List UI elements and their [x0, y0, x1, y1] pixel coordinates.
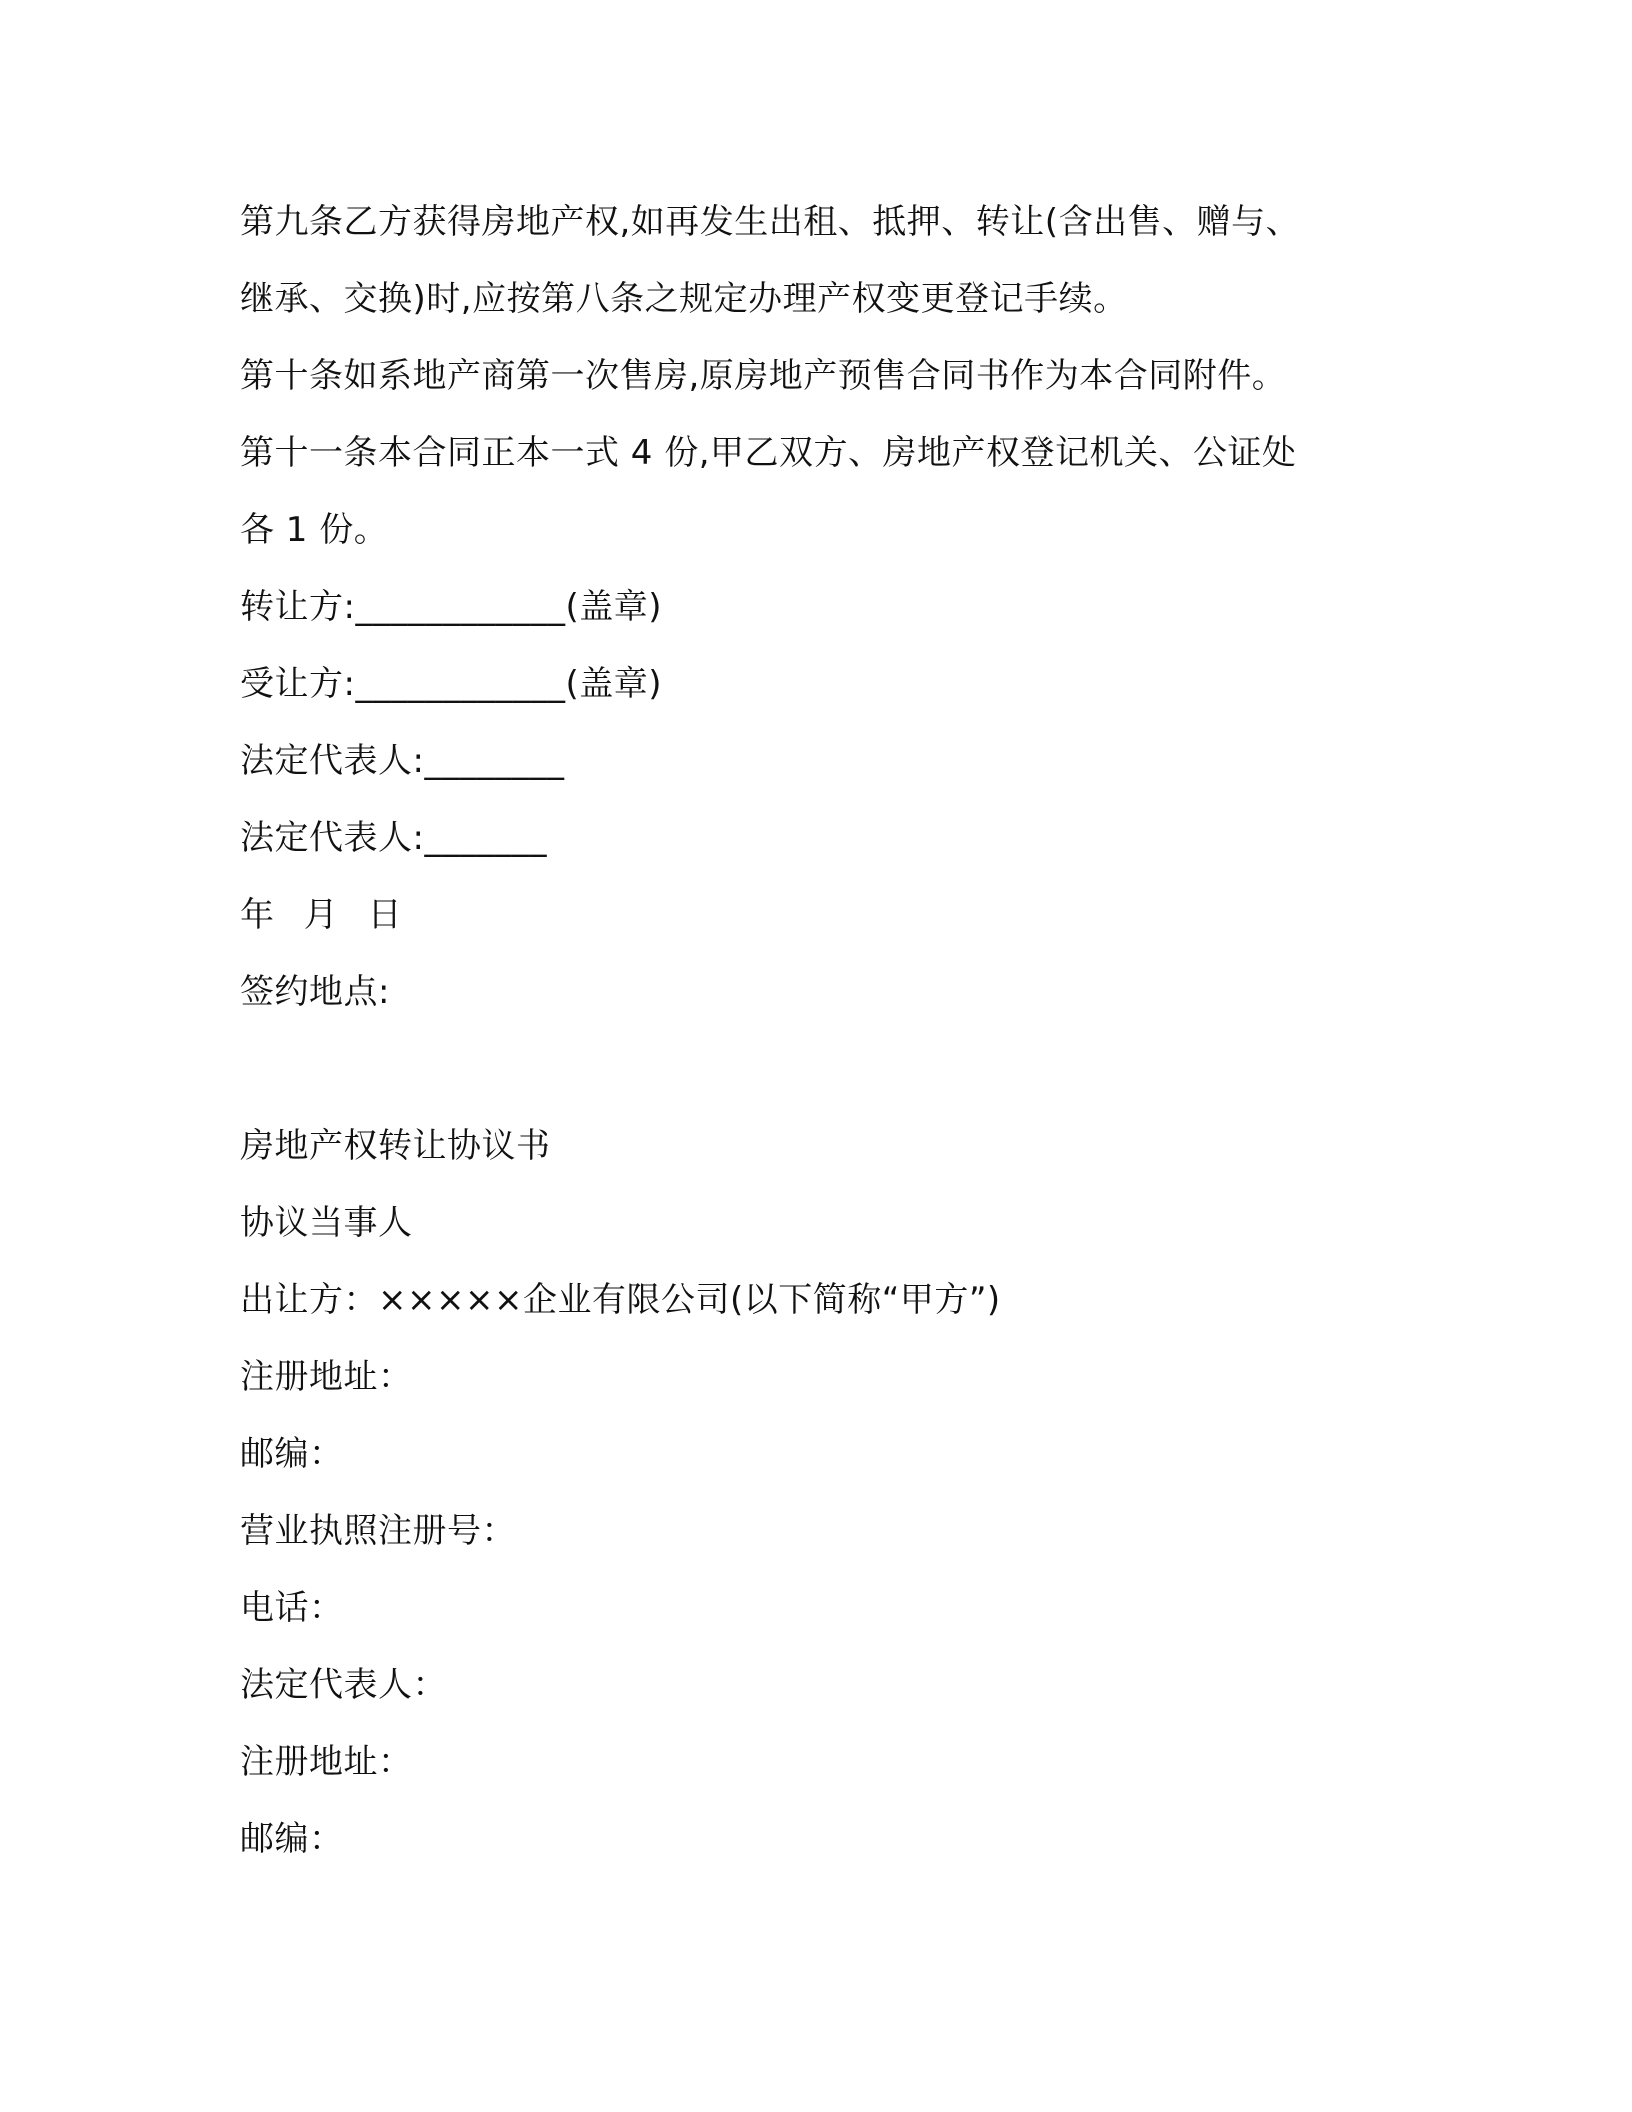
article-11-line-2: 各 1 份。: [240, 510, 389, 550]
date-line: 年 月 日: [240, 895, 403, 935]
document-body: [240, 184, 1400, 1878]
registered-address-line-2: 注册地址：: [240, 1742, 413, 1782]
registered-address-line-1: 注册地址：: [240, 1357, 413, 1397]
section-spacer: [240, 1031, 1400, 1108]
phone-line: 电话：: [240, 1588, 344, 1628]
postcode-line-2: 邮编：: [240, 1819, 344, 1859]
article-10: 第十条如系地产商第一次售房,原房地产预售合同书作为本合同附件。: [240, 356, 1287, 396]
signing-place-line: 签约地点:: [240, 972, 390, 1012]
article-9-line-2: 继承、交换)时,应按第八条之规定办理产权变更登记手续。: [240, 279, 1128, 319]
business-license-number-line: 营业执照注册号：: [240, 1511, 516, 1551]
agreement-title: 房地产权转让协议书: [240, 1126, 551, 1166]
legal-representative-line-1: 法定代表人:________: [240, 741, 565, 781]
transferee-signature-line: 受让方:____________(盖章): [240, 664, 662, 704]
parties-heading: 协议当事人: [240, 1203, 413, 1243]
legal-representative-field: 法定代表人：: [240, 1665, 447, 1705]
transferor-signature-line: 转让方:____________(盖章): [240, 587, 662, 627]
postcode-line-1: 邮编：: [240, 1434, 344, 1474]
legal-representative-line-2: 法定代表人:_______: [240, 818, 547, 858]
transferor-party-line: 出让方：×××××企业有限公司(以下简称“甲方”): [240, 1280, 1001, 1320]
article-11-line-1: 第十一条本合同正本一式 4 份,甲乙双方、房地产权登记机关、公证处: [240, 433, 1297, 473]
article-9-line-1: 第九条乙方获得房地产权,如再发生出租、抵押、转让(含出售、赠与、: [240, 202, 1301, 242]
